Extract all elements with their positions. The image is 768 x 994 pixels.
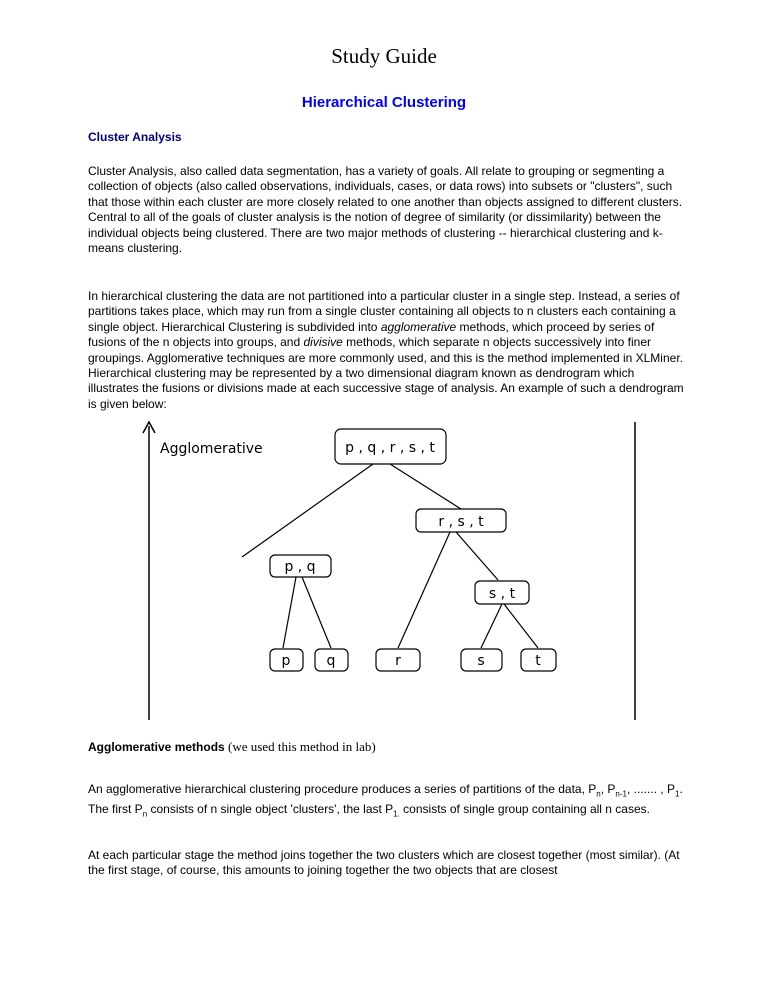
edge-rst-r — [398, 532, 450, 648]
paragraph-agglomerative-stages: At each particular stage the method joins together the two clusters which are closest together (most similar). (At the first stage, of course, this amounts to joining together the two objects that are closest — [88, 848, 680, 878]
node-r-label: r — [395, 653, 401, 669]
edge-root-rst — [390, 464, 461, 509]
paragraph-hierarchical-clustering — [88, 289, 684, 412]
node-pq-label: p , q — [284, 559, 316, 575]
node-pq — [270, 555, 331, 577]
section-heading-cluster-analysis: Cluster Analysis — [88, 130, 182, 144]
node-t-label: t — [535, 653, 541, 669]
paragraph-text: , ....... , P — [626, 782, 675, 796]
edge-st-t — [504, 604, 538, 648]
edge-rst-st — [456, 532, 498, 580]
node-st-label: s , t — [488, 586, 516, 602]
node-q-label: q — [326, 653, 336, 669]
node-s-label: s — [477, 653, 485, 669]
paragraph-text: An agglomerative hierarchical clustering procedure produces a series of partitions of the data, P — [88, 782, 597, 796]
subscript-n-minus-1: n-1 — [615, 789, 627, 799]
node-p-label: p — [281, 653, 291, 669]
edge-root-pq — [242, 464, 373, 557]
paragraph-cluster-analysis: Cluster Analysis, also called data segmentation, has a variety of goals. All relate to grouping or segmenting a collection of objects (also called observations, individuals, cases, or data rows) into subsets or "clusters", such that those within each cluster are more closely related to one another than objects assigned to different clusters. Central to all of the goals of cluster analysis is the notion of degree of similarity (or dissimilarity) between the individual objects being clustered. There are two major methods of clustering -- hierarchical clustering and k-means clustering. — [88, 164, 683, 256]
node-q — [315, 649, 348, 671]
page-title: Hierarchical Clustering — [301, 94, 467, 111]
agglomerative-methods-note: (we used this method in lab) — [228, 739, 376, 754]
node-p — [270, 649, 303, 671]
paragraph-text: consists of single group containing all n cases. — [399, 801, 650, 816]
node-rst — [416, 509, 506, 532]
axis-label-agglomerative: Agglomerative — [160, 441, 263, 457]
subscript-1: 1 — [674, 789, 680, 799]
dendrogram-diagram — [138, 420, 658, 720]
subscript-1: 1. — [393, 809, 400, 819]
section-heading-agglomerative-methods — [88, 739, 376, 755]
paragraph-text: . The first P — [88, 782, 683, 816]
subscript-n: n — [596, 789, 601, 799]
paragraph-text: In hierarchical clustering the data are not partitioned into a particular cluster in a single step. Instead, a series of partitions takes place, which may run from a single cluster containing all objects to n clusters each containing a single object. Hierarchical Clustering is subdivided into — [88, 289, 680, 334]
edge-pq-q — [302, 577, 331, 648]
node-rst-label: r , s , t — [438, 514, 484, 530]
node-t — [521, 649, 556, 671]
paragraph-text: methods, which proceed by series of fusions of the n objects into groups, and — [88, 319, 655, 350]
emphasis-agglomerative: agglomerative — [380, 319, 457, 334]
page-header: Study Guide — [331, 44, 437, 68]
edge-pq-p — [283, 577, 296, 648]
node-r — [376, 649, 420, 671]
paragraph-text: consists of n single object 'clusters', the last P — [147, 801, 394, 816]
paragraph-text: methods, which separate n objects successively into finer groupings. Agglomerative techniques are more commonly used, and this is the method implemented in XLMiner. Hierarchical clustering may be represented by a two dimensional diagram known as dendrogram which illustrates the fusions or divisions made at each successive stage of analysis. An example of such a dendrogram is given below: — [88, 335, 684, 411]
node-st — [475, 581, 529, 604]
paragraph-text: , P — [600, 782, 616, 796]
emphasis-divisive: divisive — [303, 335, 343, 350]
agglomerative-methods-title: Agglomerative methods — [88, 740, 225, 754]
edge-st-s — [481, 604, 502, 648]
subscript-n: n — [142, 809, 148, 819]
node-root-label: p , q , r , s , t — [345, 440, 435, 456]
paragraph-agglomerative-partitions — [88, 782, 684, 822]
node-s — [461, 649, 502, 671]
node-root — [335, 429, 446, 464]
